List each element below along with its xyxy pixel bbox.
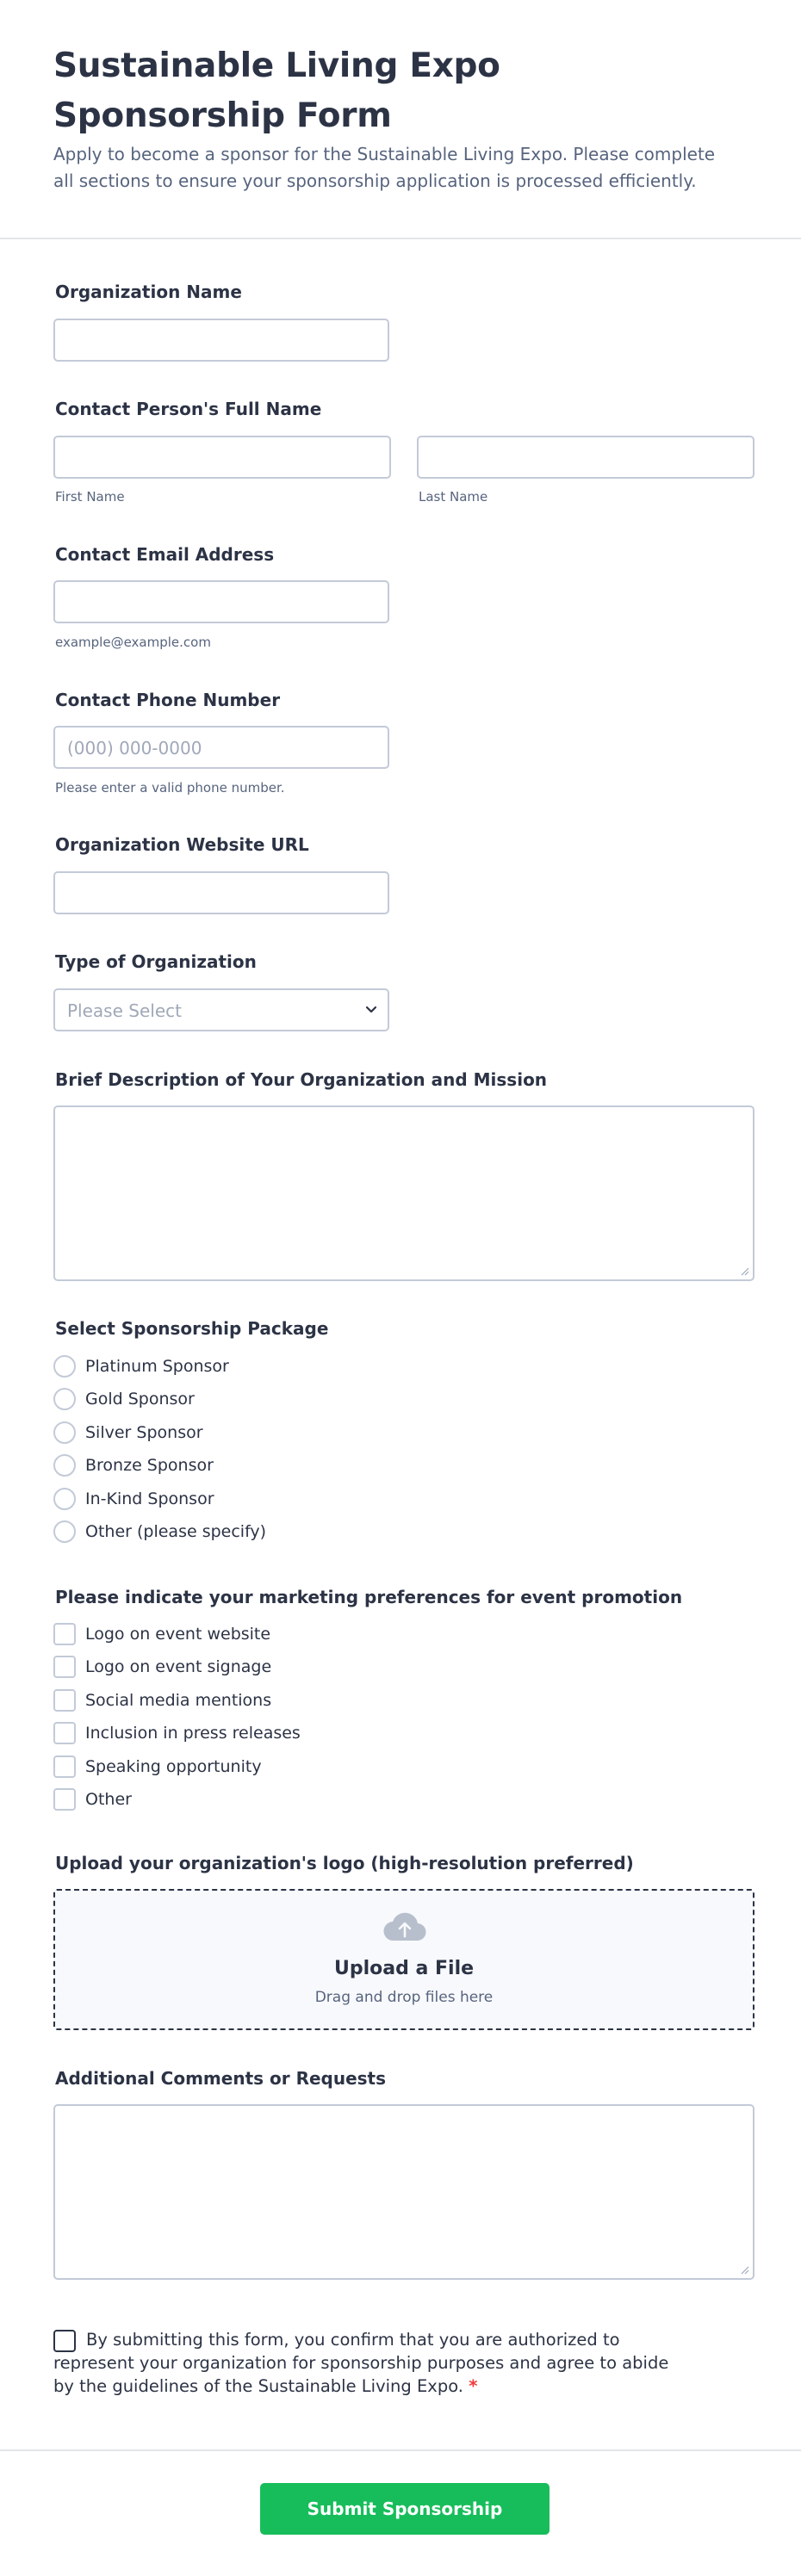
required-asterisk: * (469, 2376, 478, 2396)
last-name-sublabel: Last Name (419, 489, 488, 505)
radio-option-label: In-Kind Sponsor (85, 1489, 214, 1508)
submit-button[interactable]: Submit Sponsorship Application (260, 2483, 550, 2535)
checkbox[interactable] (53, 1689, 76, 1712)
org-name-input[interactable] (53, 319, 389, 362)
checkbox[interactable] (53, 1788, 76, 1811)
checkbox[interactable] (53, 1756, 76, 1778)
radio-option-label: Gold Sponsor (85, 1390, 195, 1409)
description-label: Brief Description of Your Organization and Mission (55, 1069, 548, 1090)
description-textarea[interactable] (53, 1105, 754, 1281)
radio-button[interactable] (53, 1454, 76, 1477)
footer-divider (0, 2449, 801, 2451)
checkbox-option[interactable] (53, 1689, 398, 1715)
header-divider (0, 238, 801, 239)
email-input[interactable] (53, 580, 389, 623)
upload-hint: Drag and drop files here (314, 1989, 494, 2006)
upload-title: Upload a File (333, 1958, 475, 1979)
org-type-select[interactable] (53, 988, 389, 1031)
checkbox-option-label: Logo on event signage (85, 1657, 272, 1676)
file-upload-dropzone[interactable] (53, 1889, 754, 2030)
email-sublabel: example@example.com (55, 635, 211, 650)
checkbox[interactable] (53, 1722, 76, 1744)
comments-textarea[interactable] (53, 2104, 754, 2280)
radio-button[interactable] (53, 1520, 76, 1543)
radio-option[interactable] (53, 1520, 398, 1546)
checkbox[interactable] (53, 1623, 76, 1645)
checkbox-option[interactable] (53, 1788, 398, 1814)
radio-option[interactable] (53, 1388, 398, 1414)
checkbox-option[interactable] (53, 1623, 398, 1649)
phone-input[interactable] (53, 726, 389, 769)
radio-option-label: Silver Sponsor (85, 1423, 203, 1442)
checkbox-option[interactable] (53, 1722, 398, 1748)
consent-checkbox-row[interactable] (53, 2328, 691, 2398)
radio-option[interactable] (53, 1421, 398, 1447)
radio-option[interactable] (53, 1454, 398, 1480)
radio-button[interactable] (53, 1421, 76, 1444)
phone-placeholder: (000) 000-0000 (67, 738, 202, 759)
package-label: Select Sponsorship Package (55, 1318, 329, 1339)
page-title: Sustainable Living Expo Sponsorship Form (53, 46, 500, 135)
radio-option-label: Other (please specify) (85, 1522, 267, 1541)
checkbox-option-label: Social media mentions (85, 1691, 272, 1710)
first-name-input[interactable] (53, 436, 391, 479)
org-name-label: Organization Name (55, 282, 242, 302)
comments-label: Additional Comments or Requests (55, 2068, 387, 2089)
website-input[interactable] (53, 871, 389, 914)
radio-option[interactable] (53, 1355, 398, 1381)
org-type-selected: Please Select (67, 1000, 182, 1021)
checkbox-option-label: Inclusion in press releases (85, 1724, 301, 1743)
radio-option-label: Platinum Sponsor (85, 1357, 229, 1376)
email-label: Contact Email Address (55, 544, 275, 565)
last-name-input[interactable] (417, 436, 754, 479)
contact-name-label: Contact Person's Full Name (55, 399, 322, 419)
website-label: Organization Website URL (55, 834, 309, 855)
checkbox-option-label: Logo on event website (85, 1625, 271, 1644)
resize-grip-icon[interactable] (739, 1266, 749, 1276)
radio-option[interactable] (53, 1488, 398, 1514)
logo-upload-label: Upload your organization's logo (high-resolution preferred) (55, 1853, 634, 1873)
chevron-down-icon (365, 1005, 377, 1015)
checkbox-option-label: Speaking opportunity (85, 1757, 262, 1776)
checkbox-option[interactable] (53, 1756, 398, 1781)
cloud-upload-icon (382, 1911, 427, 1942)
consent-text-block (53, 2328, 691, 2398)
radio-button[interactable] (53, 1488, 76, 1510)
radio-button[interactable] (53, 1388, 76, 1410)
checkbox-option[interactable] (53, 1656, 398, 1681)
org-type-label: Type of Organization (55, 951, 257, 972)
resize-grip-icon[interactable] (739, 2264, 749, 2275)
radio-button[interactable] (53, 1355, 76, 1378)
phone-label: Contact Phone Number (55, 690, 281, 710)
consent-checkbox[interactable] (53, 2330, 76, 2352)
page-subtitle: Apply to become a sponsor for the Sustainable Living Expo. Please complete all sections to ensure your sponsorship application is processed efficiently. (53, 144, 716, 191)
first-name-sublabel: First Name (55, 489, 125, 505)
radio-option-label: Bronze Sponsor (85, 1456, 214, 1475)
phone-sublabel: Please enter a valid phone number. (55, 780, 285, 796)
checkbox[interactable] (53, 1656, 76, 1678)
marketing-label: Please indicate your marketing preferences for event promotion (55, 1587, 683, 1607)
consent-text: By submitting this form, you confirm that you are authorized to represent your organization for sponsorship purposes and agree to abide by the guidelines of the Sustainable Living Expo. (53, 2330, 669, 2396)
checkbox-option-label: Other (85, 1790, 132, 1809)
